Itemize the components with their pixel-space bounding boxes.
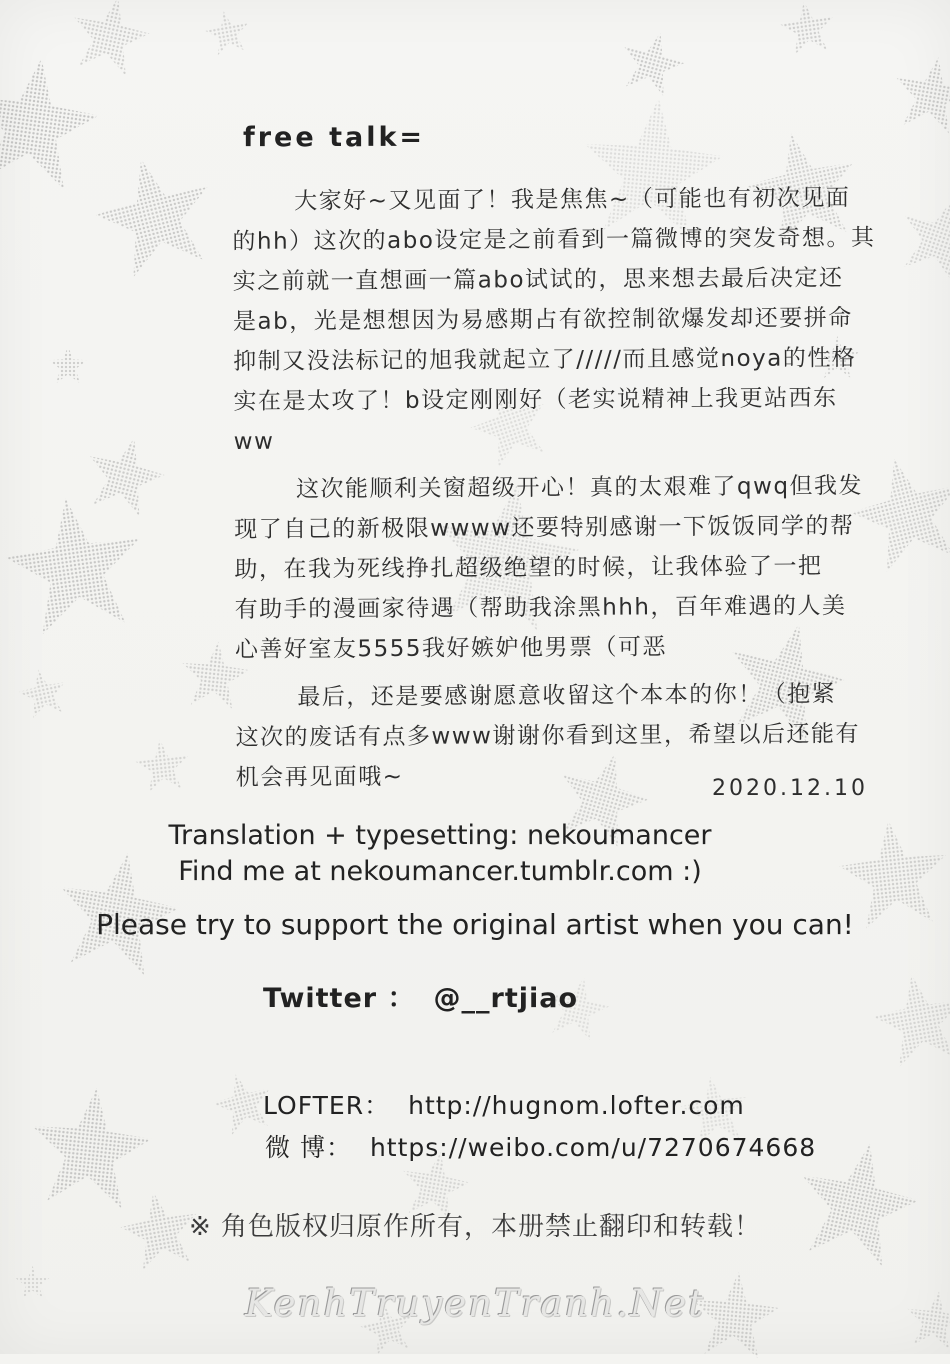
text-line: 这次能顺利关窗超级开心！真的太艰难了qwq但我发 bbox=[295, 473, 864, 503]
free-talk-body bbox=[232, 178, 876, 798]
star-icon bbox=[887, 184, 950, 291]
site-watermark: KenhTruyenTranh.Net bbox=[244, 1282, 705, 1325]
translator-contact-line: Find me at nekoumancer.tumblr.com :) bbox=[178, 856, 702, 887]
free-talk-heading: free talk= bbox=[243, 122, 426, 153]
star-icon bbox=[82, 142, 227, 287]
copyright-notice: ※ 角色版权归原作所有，本册禁止翻印和转载！ bbox=[188, 1212, 762, 1242]
weibo-line bbox=[265, 1128, 816, 1164]
star-icon bbox=[63, 0, 158, 82]
star-icon bbox=[201, 6, 253, 58]
lofter-label: LOFTER： bbox=[263, 1091, 391, 1120]
paragraph-2 bbox=[234, 466, 875, 670]
text-line: 大家好~又见面了！我是焦焦~（可能也有初次见面 bbox=[294, 185, 851, 215]
twitter-line bbox=[263, 976, 578, 1015]
star-icon bbox=[13, 663, 72, 722]
text-line: 抑制又没法标记的旭我就起立了/////而且感觉noya的性格 bbox=[233, 345, 857, 375]
text-line: 最后，还是要感谢愿意收留这个本本的你！（抱紧 bbox=[297, 681, 837, 711]
text-line: 实在是太攻了！b设定刚刚好（老实说精神上我更站西东 bbox=[233, 385, 838, 415]
star-icon bbox=[77, 427, 174, 524]
text-line: 现了自己的新极限wwww还要特别感谢一下饭饭同学的帮 bbox=[234, 513, 855, 543]
text-line: 心善好室友5555我好嫉妒他男票（可恶 bbox=[234, 634, 668, 663]
star-icon bbox=[0, 46, 109, 198]
star-icon bbox=[132, 735, 192, 795]
star-icon bbox=[0, 486, 154, 644]
twitter-handle: @__rtjiao bbox=[433, 983, 579, 1014]
weibo-label: 微 博： bbox=[265, 1133, 352, 1162]
text-line: 有助手的漫画家待遇（帮助我涂黑hhh，百年难遇的人美 bbox=[234, 593, 847, 623]
star-icon bbox=[864, 964, 950, 1074]
star-icon bbox=[22, 1079, 159, 1216]
lofter-line bbox=[263, 1086, 745, 1122]
support-artist-note: Please try to support the original artist when you can! bbox=[96, 908, 854, 941]
text-line: 这次的废话有点多www谢谢你看到这里，希望以后还能有 bbox=[235, 721, 861, 751]
star-icon bbox=[887, 49, 950, 139]
star-icon bbox=[776, 0, 838, 59]
text-line: 机会再见面哦~ bbox=[235, 763, 404, 791]
text-line: 助，在我为死线挣扎超级绝望的时候，让我体验了一把 bbox=[234, 553, 823, 583]
lofter-url: http://hugnom.lofter.com bbox=[408, 1091, 745, 1120]
paragraph-1 bbox=[232, 178, 874, 462]
date-written: 2020.12.10 bbox=[712, 776, 868, 801]
weibo-url: https://weibo.com/u/7270674668 bbox=[369, 1133, 817, 1162]
text-line: 是ab，光是想想因为易感期占有欲控制欲爆发却还要拼命 bbox=[232, 305, 853, 335]
twitter-label: Twitter ： bbox=[263, 983, 416, 1014]
star-icon bbox=[48, 345, 88, 385]
translator-credits bbox=[0, 818, 880, 890]
star-icon bbox=[613, 23, 693, 103]
text-line: ww bbox=[233, 428, 275, 455]
text-line: 实之前就一直想画一篇abo试试的，思来想去最后决定还 bbox=[232, 265, 844, 295]
text-line: 的hh）这次的abo设定是之前看到一篇微博的突发奇想。其 bbox=[232, 225, 876, 255]
translation-credit-line: Translation + typesetting: nekoumancer bbox=[168, 820, 712, 851]
